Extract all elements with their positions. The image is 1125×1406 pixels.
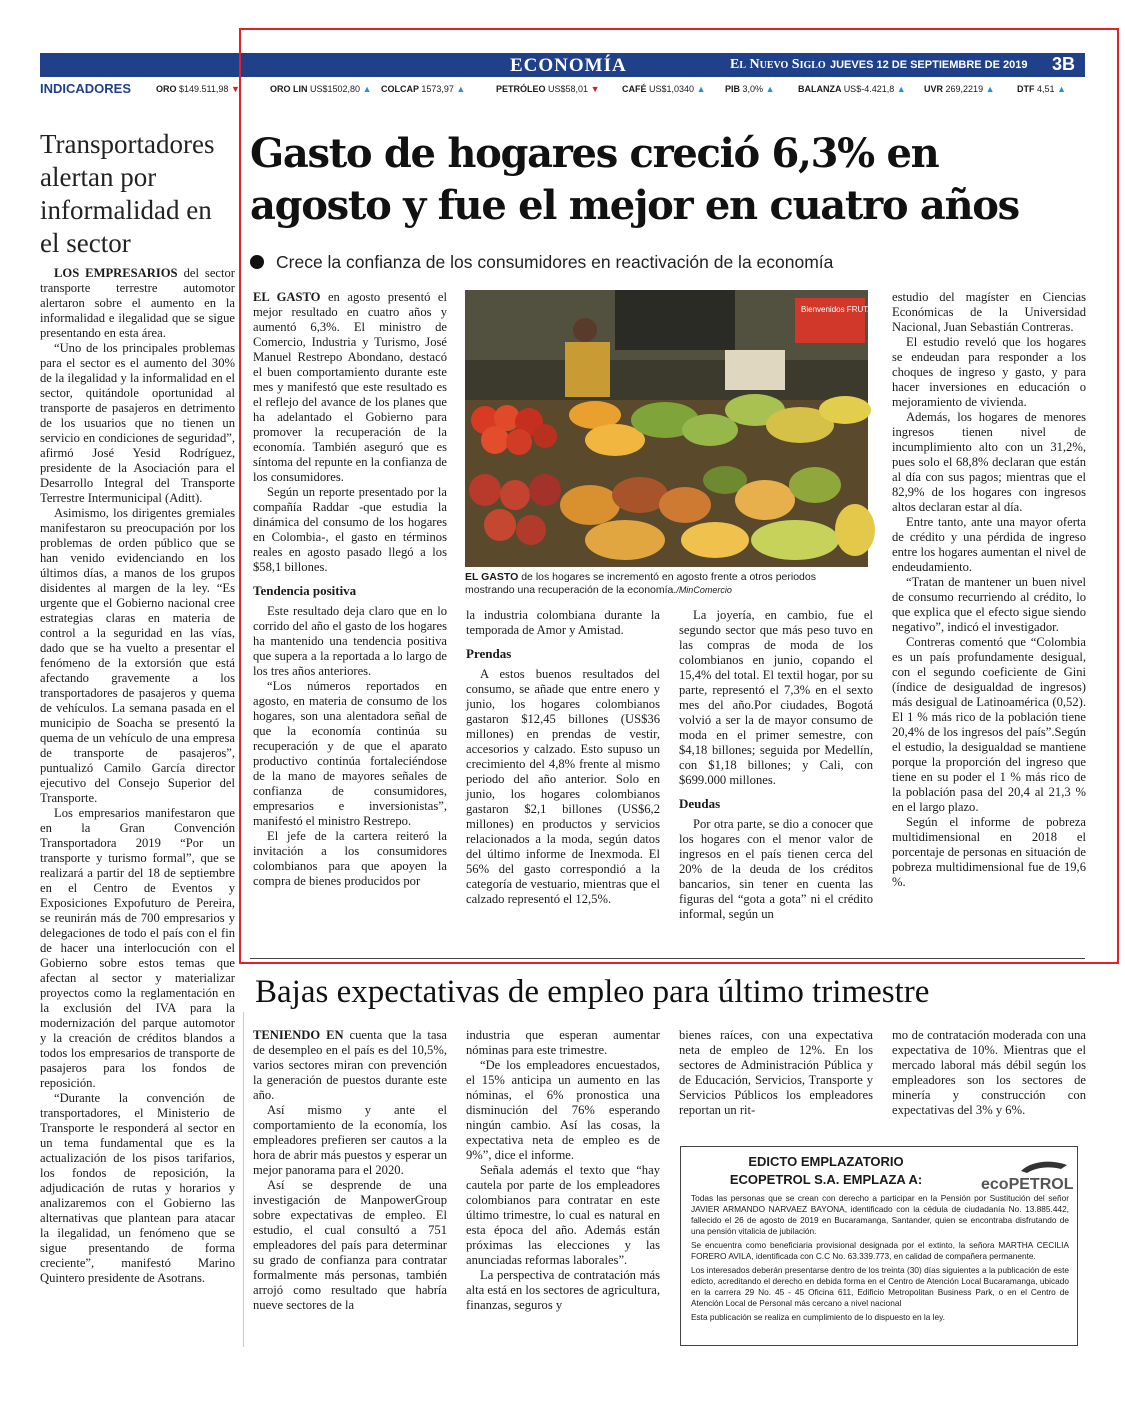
main-story-column-4: estudio del magíster en Ciencias Económicas de la Universidad Nacional, Juan Sebastián Contreras. El estudio reveló que los hogares se endeudan para responder a los choques de ingreso y gasto, y para hacer inversiones en educación o mejoramiento de vivienda. Además, los hogares de menores ingresos tienen nivel de incumplimiento alto con un 31,2%, pues solo el 68,8% declaran que están al día con sus pagos; mientras que el 82,9% de los hogares con ingresos altos declaran estar al día. Entre tanto, ante una mayor oferta de crédito y una pérdida de ingreso entre los hogares aumentan el nivel de endeudamiento. “Tratan de mantener un buen nivel de consumo recurriendo al crédito, lo que explica que el efecto sigue siendo negativo”, indicó el investigador. Contreras comentó que “Colombia es un país profundamente desigual, con el segundo coeficiente de Gini (índice de desigualdad de ingresos) más desigual de Latinoamérica (0,52). El 1 % más rico de la población tiene 20,4% de los ingresos del país”.Según el estudio, la desigualdad se mantiene porque la proporción del ingreso que tiene en su poder el 1 % más rico de la población pasa del 20,4 al 21,3 % en el largo plazo. Según el informe de pobreza multidimensional en 2018 el porcentaje de personas en situación de pobreza multidimensional fue de 19,6 %. — [892, 290, 1086, 889]
legal-notice-title: EDICTO EMPLAZATORIO ECOPETROL S.A. EMPLAZA A: — [729, 1154, 923, 1187]
main-story-column-3: La joyería, en cambio, fue el segundo sector que más peso tuvo en las compras de moda de los colombianos en junio, copando el 15,4% del total. El textil hogar, por su parte, representó el 7,3% en el sexto mes del año.Por ciudades, Bogotá volvió a ser la de mayor consumo de moda en el primer semestre, con $4,18 billones; seguida por Medellín, con $1,18 billones; y Cali, con $699.000 millones. Deudas Por otra parte, se dio a conocer que los hogares con el menor valor de ingresos en el país tienen cerca del 20% de la deuda de los créditos bancarios, sin tener en cuenta las figuras del “gota a gota” ni el crédito informal, según un — [679, 608, 873, 921]
section-name: ECONOMÍA — [510, 55, 627, 76]
arrow-down-icon: ▼ — [230, 84, 240, 94]
legal-notice-body: Todas las personas que se crean con derecho a participar en la Pensión por Sustitución del señor JAVIER ARMANDO NARVAEZ BAYONA, identificado con la cédula de ciudadanía No. 13.885.442, fallecido el 26 de agosto de 2019 en Bucaramanga, Santander, quien se encontraba disfrutando de una pensión vitalicia de jubilación. Se encuentra como beneficiaria provisional designada por el extinto, la señora MARTHA CECILIA FORERO AVILA, identificada con C.C No. 63.339.773, en calidad de compañera permanente. Los interesados deberán presentarse dentro de los treinta (30) días siguientes a la publicación de este edicto, acreditando el derecho en debida forma en el Centro de Atención Local Bucaramanga, ubicado en la carrera 29 No. 45 - 45 Oficina 611, Edificio Metropolitan Business Park, o en el Centro de Atención Local de Personal más cercano a nivel nacional Esta publicación se realiza en cumplimiento de lo dispuesto en la ley. — [691, 1193, 1069, 1322]
section-divider — [250, 958, 1085, 959]
indicator-item: BALANZA US$-4.421,8 ▲ — [798, 84, 906, 94]
lead-words: LOS EMPRESARIOS — [54, 266, 178, 280]
indicator-item: ORO $149.511,98 ▼ — [156, 84, 240, 94]
second-story-column-3: bienes raíces, con una expectativa neta de empleo de 12%. En los sectores de Administración Pública y de Educación, Servicios, Transporte y Servicios Públicos los empleadores reportan un rit- — [679, 1028, 873, 1117]
indicator-item: UVR 269,2219 ▲ — [924, 84, 995, 94]
paragraph: “Uno de los principales problemas para el sector es el aumento del 30% de la ilegalidad y la informalidad en el sector, quitándole oportunidad al transporte de pasajeros en detrimento de los usuarios que no tienen un servicio en condiciones de seguridad”, afirmó José Yesid Rodríguez, presidente de la Asociación para el Desarrollo Integral del Transporte Terrestre Intermunicipal (Aditt). — [40, 341, 235, 505]
left-story-headline: Transportadores alertan por informalidad en el sector — [40, 129, 215, 258]
svg-text:Bienvenidos FRUTA Y: Bienvenidos FRUTA Y — [801, 305, 880, 314]
arrow-down-icon: ▼ — [590, 84, 600, 94]
ecopetrol-logo — [981, 1157, 1074, 1193]
indicator-item: CAFÉ US$1,0340 ▲ — [622, 84, 706, 94]
column-divider — [243, 1012, 244, 1347]
newspaper-name: El Nuevo Siglo — [730, 57, 826, 72]
publication-date: JUEVES 12 DE SEPTIEMBRE DE 2019 — [830, 59, 1028, 71]
second-story-column-4: mo de contratación moderada con una expectativa de 10%. Mientras que el mercado laboral más débil según los empleadores son los sectores de minería y construcción con expectativas del 3% y 6%. — [892, 1028, 1086, 1117]
photo-caption: EL GASTO de los hogares se incrementó en agosto frente a otros periodos mostrando una recuperación de la economía./MinComercio — [465, 571, 816, 596]
second-story-column-2: industria que esperan aumentar nóminas para este trimestre. “De los empleadores encuestados, el 15% anticipa un aumento en las nóminas, el 6% pronostica una disminución del 76% esperando ningún cambio. Así las cosas, la expectativa neta de empleo es de 9%”, dice el informe. Señala además el texto que “hay cautela por parte de los empleadores colombianos para contratar en este último trimestre, lo cual es natural en esta época del año. Además están próximas las elecciones y las anunciadas reformas laborales”. La perspectiva de contratación más alta está en los sectores de agricultura, finanzas, seguros y — [466, 1028, 660, 1312]
page-number: 3B — [1052, 54, 1076, 74]
paragraph: Asimismo, los dirigentes gremiales manifestaron su preocupación por los problemas de orden público que se han venido evidenciando en los últimos días, a manos de los grupos disidentes al margen de la ley. “Es urgente que el Gobierno nacional cree estrategias claras en materia de control a la seguridad en las vías, dado que se ha vuelto a presentar el fenómeno de la extorsión que está afectando gravemente a los transportadores de pasajeros y quema de vehículos. La semana pasada en el municipio de Soacha se presentó la quema de un vehículo de una empresa de transporte de pasajeros”, puntualizó Camilo García director ejecutivo del Consejo Superior del Transporte. — [40, 506, 235, 805]
main-story-column-2: la industria colombiana durante la temporada de Amor y Amistad. Prendas A estos buenos resultados del consumo, se añade que entre enero y junio, los hogares colombianos gastaron $12,45 billones (US$36 millones) en prendas de vestir, accesorios y calzado. Esto supuso un crecimiento del 4,8% frente al mismo periodo del año anterior. Solo en junio, los hogares colombianos gastaron $2,1 billones (US$6,2 millones) en productos y servicios relacionados a la moda, según datos del último informe de Inexmoda. El 56% del gasto correspondió a la categoría de vestuario, mientras que el calzado representó el 12,5%. — [466, 608, 660, 906]
indicators-label: INDICADORES — [40, 81, 132, 96]
arrow-up-icon: ▲ — [985, 84, 995, 94]
main-subheadline: Crece la confianza de los consumidores en reactivación de la economía — [250, 252, 1100, 273]
main-headline: Gasto de hogares creció 6,3% en agosto y fue el mejor en cuatro años — [250, 130, 1019, 229]
indicator-item: PETRÓLEO US$58,01 ▼ — [496, 84, 600, 94]
indicator-item: DTF 4,51 ▲ — [1017, 84, 1066, 94]
paragraph: Los empresarios manifestaron que en la Gran Convención Transportadora 2019 “Por un transporte y turismo formal”, que se realizará a partir del 18 de septiembre en el Centro de Eventos y Exposiciones Expofuturo de Pereira, se reunirán más de 700 empresarios y delegaciones de todo el país con el fin de hacer una interlocución con el Gobierno sobre estos temas que afectan al sector y materializar proyectos como la reglamentación en la exclusión del IVA para la modernización del parque automotor y la creación de créditos blandos a todos los empresarios de transporte de pasajeros para los fondos de reposición. — [40, 806, 235, 1090]
left-story-body: LOS EMPRESARIOS del sector transporte terrestre automotor alertaron sobre el aumento en la informalidad e ilegalidad que se sigue presentando en esta área. “Uno de los principales problemas para el sector es el aumento del 30% de la ilegalidad y la informalidad en el sector, quitándole oportunidad al transporte de pasajeros en detrimento de los usuarios que no tienen un servicio en condiciones de seguridad”, afirmó José Yesid Rodríguez, presidente de la Asociación para el Desarrollo Integral del Transporte Terrestre Intermunicipal (Aditt). Asimismo, los dirigentes gremiales manifestaron su preocupación por los problemas de orden público que se han venido evidenciando en los últimos días, a manos de los grupos disidentes al margen de la ley. “Es urgente que el Gobierno nacional cree estrategias claras en materia de control a la seguridad en las vías, dado que se ha vuelto a presentar el fenómeno de la extorsión que está afectando gravemente a los transportadores de pasajeros y quema de vehículos. La semana pasada en el municipio de Soacha se presentó la quema de un vehículo de una empresa de transporte de pasajeros”, puntualizó Camilo García director ejecutivo del Consejo Superior del Transporte. Los empresarios manifestaron que en la Gran Convención Transportadora 2019 “Por un transporte y turismo formal”, que se realizará a partir del 18 de septiembre en el Centro de Eventos y Exposiciones Expofuturo de Pereira, se reunirán más de 700 empresarios y delegaciones de todo el país con el fin de hacer una interlocución con el Gobierno sobre estos temas que afectan al sector y materializar proyectos como la reglamentación en la exclusión del IVA para la modernización del parque automotor y la creación de créditos blandos a todos los empresarios de transporte de pasajeros para los fondos de reposición. “Durante la convención de transportadores, el Ministerio de Transporte le responderá al sector en un tema fundamental que es la actualización de los pisos tarifarios, los fondos de reposición, la adjudicación de rutas y horarios y analizaremos con el Gobierno las alternativas que plantean para atacar la ilegalidad, un fenómeno que se sigue presentando de forma creciente”, manifestó Marino Quintero presidente de Asotrans. — [40, 266, 236, 1285]
subheading: Prendas — [466, 646, 512, 661]
subheading: Tendencia positiva — [253, 583, 357, 598]
svg-text:ecoPETROL: ecoPETROL — [981, 1176, 1074, 1193]
paragraph: “Durante la convención de transportadores, el Ministerio de Transporte le responderá al sector en un tema fundamental que es la actualización de los pisos tarifarios, los fondos de reposición, la adjudicación de rutas y horarios y analizaremos con el Gobierno las alternativas que plantean para atacar la ilegalidad, un fenómeno que se sigue presentando de forma creciente”, manifestó Marino Quintero presidente de Asotrans. — [40, 1091, 235, 1285]
arrow-up-icon: ▲ — [696, 84, 706, 94]
second-story-column-1: TENIENDO EN cuenta que la tasa de desempleo en el país es del 10,5%, varios sectores miran con prevención la generación de puestos durante este año. Así mismo y ante el comportamiento de la economía, los empleadores prefieren ser cautos a la hora de abrir más puestos y esperar un mejor panorama para el 2020. Así se desprende de una investigación de ManpowerGroup sobre expectativas de empleo. El estudio, el cual consultó a 751 empleadores del país para determinar su grado de confianza para contratar formalmente más personas, también arrojó como resultado que habría nueve sectores de la — [253, 1028, 447, 1312]
indicator-item: PIB 3,0% ▲ — [725, 84, 775, 94]
indicator-item: ORO LIN US$1502,80 ▲ — [270, 84, 372, 94]
indicator-item: COLCAP 1573,97 ▲ — [381, 84, 466, 94]
legal-notice-box — [680, 1146, 1078, 1346]
bullet-icon — [250, 255, 264, 269]
arrow-up-icon: ▲ — [896, 84, 906, 94]
second-headline: Bajas expectativas de empleo para último trimestre — [255, 974, 930, 1010]
arrow-up-icon: ▲ — [456, 84, 466, 94]
subheading: Deudas — [679, 796, 721, 811]
arrow-up-icon: ▲ — [765, 84, 775, 94]
main-story-column-1: EL GASTO en agosto presentó el mejor resultado en cuatro años y aumentó 6,3%. El ministro de Comercio, Industria y Turismo, José Manuel Restrepo Abondano, destacó el buen comportamiento durante este mes y manifestó que este resultado es el reflejo del avance de los planes que ha adelantado el Gobierno para promover la recuperación de la economía. También aseguró que es síntoma del repunte en la confianza de los consumidores. Según un reporte presentado por la compañía Raddar -que estudia la dinámica del consumo de los hogares en Colombia-, el gasto en términos reales en agosto pasado llegó a los $58,1 billones. Tendencia positiva Este resultado deja claro que en lo corrido del año el gasto de los hogares ha mantenido una tendencia positiva que supera a la reportada a lo largo de los tres años anteriores. “Los números reportados en agosto, en materia de consumo de los hogares, son una alentadora señal de que la economía continúa su recuperación y de que el aparato productivo continúa fortaleciéndose de la mano de mayores señales de confianza de consumidores, empresarios e inversionistas”, manifestó el ministro Restrepo. El jefe de la cartera reiteró la invitación a los consumidores colombianos para que apoyen la compra de bienes producidos por — [253, 290, 447, 888]
arrow-up-icon: ▲ — [1057, 84, 1066, 94]
market-photo — [465, 290, 880, 567]
arrow-up-icon: ▲ — [362, 84, 372, 94]
